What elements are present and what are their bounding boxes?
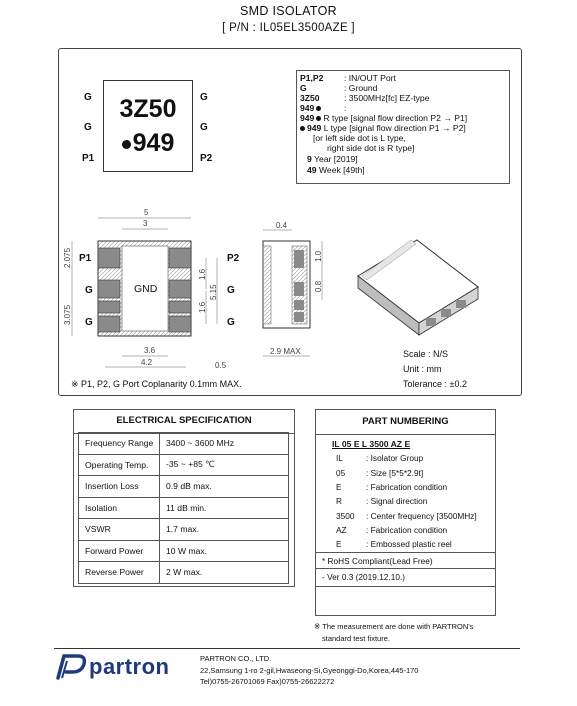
value-cell: 2 W max. xyxy=(160,562,289,584)
legend-note-1: [or left side dot is L type, xyxy=(313,133,406,143)
top-pin-left-3: P1 xyxy=(82,153,95,164)
pad-g xyxy=(98,280,120,298)
legend-value: Year [2019] xyxy=(314,154,358,164)
top-pin-left-2: G xyxy=(84,122,92,133)
dim-side-lower: 0.8 xyxy=(314,280,323,292)
part-numbering-title: PART NUMBERING xyxy=(316,410,495,435)
legend-value: Week [49th] xyxy=(318,165,365,175)
legend-key: G xyxy=(300,83,307,93)
tolerance-note: Tolerance : ±0.2 xyxy=(403,379,467,389)
scale-note: Scale : N/S xyxy=(403,349,449,359)
rohs-note: * RoHS Compliant(Lead Free) xyxy=(322,556,433,566)
param-cell: Frequency Range xyxy=(79,433,160,455)
legend-key: 949 xyxy=(300,113,315,123)
pn-desc: : Size [5*5*2.9t] xyxy=(366,468,424,478)
table-row xyxy=(79,519,289,541)
top-pin-left-1: G xyxy=(84,92,92,103)
table-row xyxy=(79,497,289,519)
pn-desc: : Embossed plastic reel xyxy=(366,539,452,549)
partron-logo xyxy=(54,652,88,687)
pn-desc: : Isolator Group xyxy=(366,453,424,463)
unit-note: Unit : mm xyxy=(403,364,442,374)
dim-side-bottom: 2.9 MAX xyxy=(270,347,301,356)
pn-desc: : Center frequency [3500MHz] xyxy=(366,511,477,521)
legend-key: P1,P2 xyxy=(300,73,324,83)
param-cell: Operating Temp. xyxy=(79,454,160,476)
pad-g xyxy=(169,316,191,332)
company-contact: Tel)0755-26701069 Fax)0755-26622272 xyxy=(200,677,335,686)
top-pin-right-1: G xyxy=(200,92,208,103)
table-row xyxy=(79,433,289,455)
bottom-pin-p1: P1 xyxy=(79,253,92,264)
side-view xyxy=(263,230,322,356)
company-address: 22,Samsung 1-ro 2-gil,Hwaseong-Si,Gyeonggi-Do,Korea,445-170 xyxy=(200,666,419,675)
value-cell: 1.7 max. xyxy=(160,519,289,541)
part-numbering-extension xyxy=(315,585,496,616)
table-row xyxy=(79,476,289,498)
pn-code: R xyxy=(336,496,342,506)
footer-divider xyxy=(54,648,520,649)
param-cell: Reverse Power xyxy=(79,562,160,584)
bottom-pin-p2: P2 xyxy=(227,253,240,264)
bottom-pin-g: G xyxy=(85,285,93,296)
dim-bottom-outer: 4.2 xyxy=(141,358,153,367)
measurement-note-2: standard test fixture. xyxy=(322,634,390,643)
dim-right-b: 5.15 xyxy=(209,284,218,300)
legend-value: : Ground xyxy=(344,83,378,93)
document-title: SMD ISOLATOR xyxy=(240,4,337,18)
table-row xyxy=(79,454,289,476)
part-code: IL 05 E L 3500 AZ E xyxy=(332,439,411,449)
part-number-line: [ P/N : IL05EL3500AZE ] xyxy=(222,22,355,34)
company-name: PARTRON CO., LTD. xyxy=(200,654,272,663)
dim-side-top: 0.4 xyxy=(276,221,288,230)
value-cell: -35 ~ +85 ℃ xyxy=(160,454,289,476)
pn-desc: : Signal direction xyxy=(366,496,428,506)
value-cell: 3400 ~ 3600 MHz xyxy=(160,433,289,455)
chip-marking-line1: 3Z50 xyxy=(119,95,177,123)
partron-logo-icon xyxy=(54,652,88,682)
dim-left-upper: 2.075 xyxy=(63,247,72,268)
value-cell: 0.9 dB max. xyxy=(160,476,289,498)
pn-code: IL xyxy=(336,453,343,463)
pad-g xyxy=(169,280,191,298)
pn-desc: : Fabrication condition xyxy=(366,482,448,492)
pad-g xyxy=(169,301,191,313)
value-cell: 11 dB min. xyxy=(160,497,289,519)
chip-marking-line2: 949 xyxy=(132,129,175,157)
pad-p1 xyxy=(98,248,120,268)
bottom-pin-g: G xyxy=(227,317,235,328)
legend-value: L type [signal flow direction P1 → P2] xyxy=(323,123,466,133)
pn-code: 05 xyxy=(336,468,346,478)
pn-code: AZ xyxy=(336,525,347,535)
legend-key: 949 xyxy=(300,103,315,113)
top-pin-right-2: G xyxy=(200,122,208,133)
dim-bottom-inner: 3.6 xyxy=(144,346,156,355)
pn-code: E xyxy=(336,539,342,549)
part-numbering-box xyxy=(315,409,496,587)
bottom-pin-g: G xyxy=(85,317,93,328)
brand-name: partron xyxy=(89,654,170,679)
legend-key: 9 xyxy=(307,154,312,164)
top-pin-right-3: P2 xyxy=(200,153,213,164)
pn-code: 3500 xyxy=(336,511,355,521)
legend-key: 949 xyxy=(307,123,322,133)
electrical-spec-title: ELECTRICAL SPECIFICATION xyxy=(74,410,294,434)
legend-value: : 3500MHz[fc] EZ-type xyxy=(344,93,430,103)
legend-key: 49 xyxy=(307,165,317,175)
isometric-view xyxy=(358,240,478,335)
legend-key: 3Z50 xyxy=(300,93,320,103)
legend-value: : xyxy=(344,103,347,113)
pad-g xyxy=(98,316,120,332)
dim-bottom-right: 0.5 xyxy=(215,361,227,370)
gnd-label: GND xyxy=(134,283,158,295)
electrical-spec-box xyxy=(73,409,295,587)
table-row xyxy=(79,562,289,584)
version-note: - Ver 0.3 (2019.12.10.) xyxy=(322,572,406,582)
bottom-pin-g: G xyxy=(227,285,235,296)
dim-top-outer: 5 xyxy=(144,208,149,217)
table-row xyxy=(79,540,289,562)
electrical-spec-table xyxy=(78,432,289,584)
dim-left-lower: 3.075 xyxy=(63,304,72,325)
param-cell: Insertion Loss xyxy=(79,476,160,498)
pn-code: E xyxy=(336,482,342,492)
dim-right-a: 1.6 xyxy=(198,268,207,280)
pn-desc: : Fabrication condition xyxy=(366,525,448,535)
dim-side-upper: 1.0 xyxy=(314,250,323,262)
pad-p2 xyxy=(169,248,191,268)
legend-value: R type [signal flow direction P2 → P1] xyxy=(323,113,468,123)
param-cell: Forward Power xyxy=(79,540,160,562)
measurement-note-1: ※ The measurement are done with PARTRON's xyxy=(314,622,474,631)
coplanarity-note: ※ P1, P2, G Port Coplanarity 0.1mm MAX. xyxy=(71,379,242,389)
param-cell: VSWR xyxy=(79,519,160,541)
legend-note-2: right side dot is R type] xyxy=(327,143,415,153)
pad-g xyxy=(98,301,120,313)
dim-top-inner: 3 xyxy=(143,219,148,228)
dim-right-c: 1.6 xyxy=(198,301,207,313)
value-cell: 10 W max. xyxy=(160,540,289,562)
legend-value: : IN/OUT Port xyxy=(344,73,396,83)
param-cell: Isolation xyxy=(79,497,160,519)
